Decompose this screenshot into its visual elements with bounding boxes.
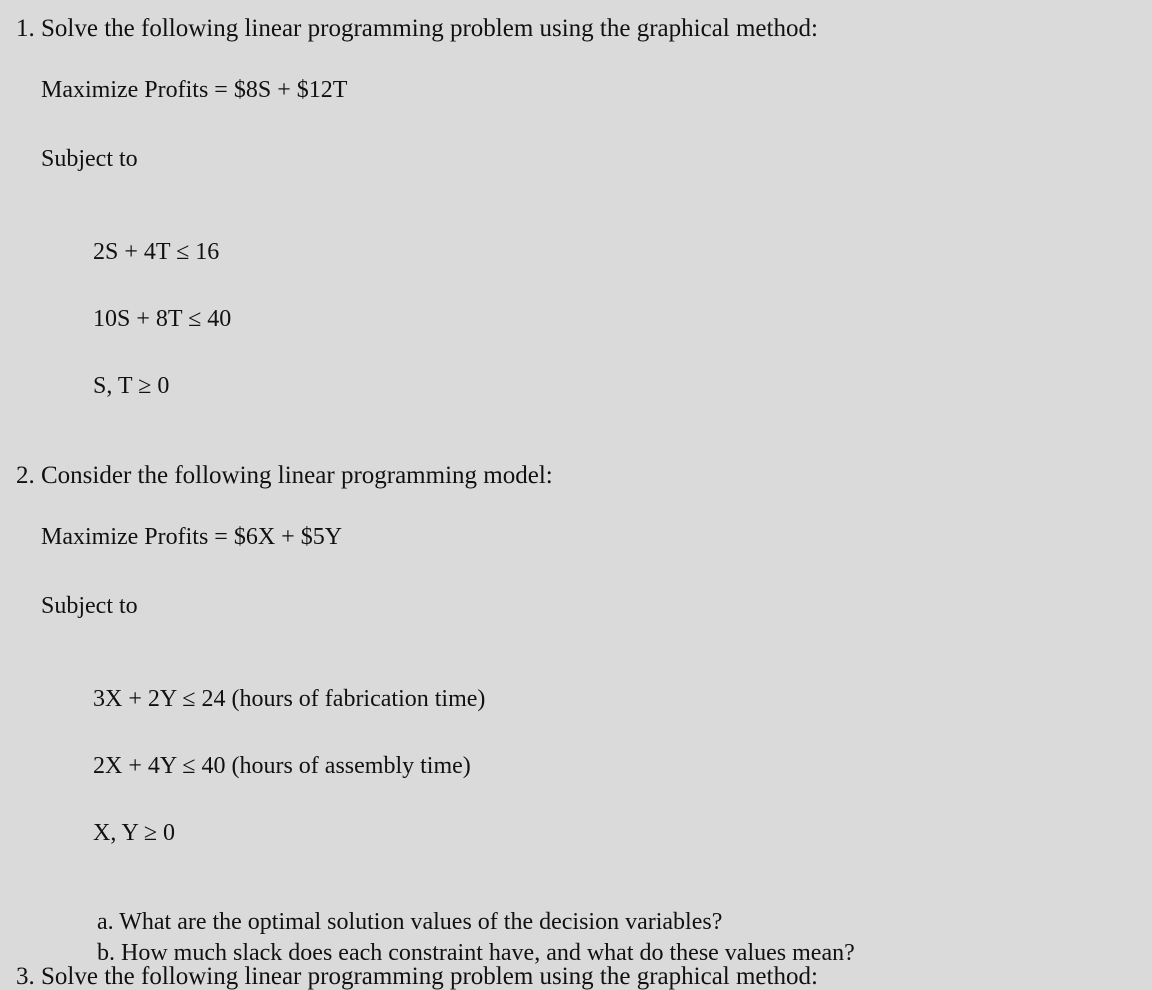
problem-2-heading: 2. Consider the following linear programming model: bbox=[16, 462, 553, 489]
problem-2-constraint-1: 3X + 2Y ≤ 24 (hours of fabrication time) bbox=[93, 686, 486, 712]
problem-2-constraint-3: X, Y ≥ 0 bbox=[93, 820, 176, 846]
problem-3-heading-partial: 3. Solve the following linear programming problem using the graphical method: bbox=[16, 963, 818, 990]
problem-1-constraint-1: 2S + 4T ≤ 16 bbox=[93, 239, 220, 265]
problem-2-subject-to: Subject to bbox=[41, 593, 138, 619]
problem-2-question-b: b. How much slack does each constraint have, and what do these values mean? bbox=[97, 940, 855, 966]
problem-2-objective: Maximize Profits = $6X + $5Y bbox=[41, 524, 343, 550]
problem-1-heading: 1. Solve the following linear programming problem using the graphical method: bbox=[16, 15, 818, 42]
problem-1-constraint-3: S, T ≥ 0 bbox=[93, 373, 170, 399]
problem-2-constraint-2: 2X + 4Y ≤ 40 (hours of assembly time) bbox=[93, 753, 471, 779]
problem-2-question-a: a. What are the optimal solution values of the decision variables? bbox=[97, 909, 723, 935]
problem-1-subject-to: Subject to bbox=[41, 146, 138, 172]
problem-1-constraint-2: 10S + 8T ≤ 40 bbox=[93, 306, 232, 332]
problem-1-objective: Maximize Profits = $8S + $12T bbox=[41, 77, 348, 103]
